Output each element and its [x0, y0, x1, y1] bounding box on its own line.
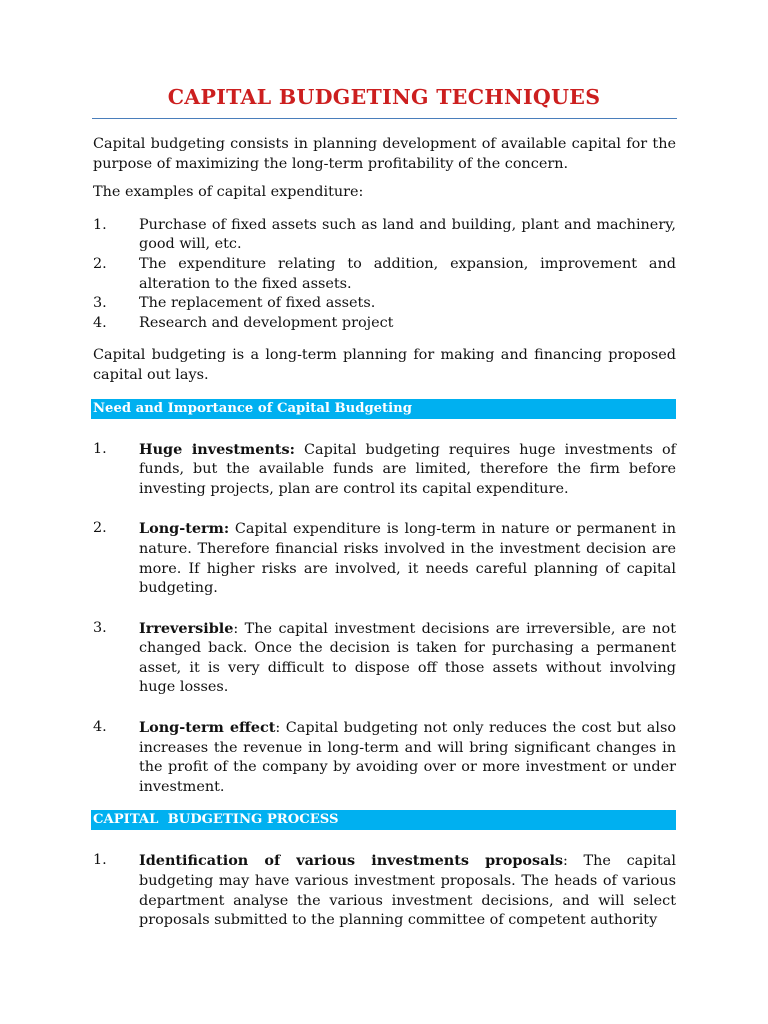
list-item [93, 519, 676, 598]
title-underline [92, 118, 677, 119]
definition-paragraph: Capital budgeting is a long-term planning for making and financing proposed capital out lays. [93, 347, 676, 383]
list-number: 2. [93, 520, 107, 537]
list-item [93, 440, 676, 500]
section-heading-process: CAPITAL BUDGETING PROCESS [91, 810, 676, 830]
examples-list [93, 216, 676, 334]
list-item-text: Capital expenditure is long-term in nature or permanent in nature. Therefore financial risks involved in the investment decision are more. If higher risks are involved, it needs careful planning of capital budgeting. [139, 521, 676, 597]
list-item-text: : Capital budgeting not only reduces the cost but also increases the revenue in long-term and will bring significant changes in the profit of the company by avoiding over or more investment or under investment. [139, 720, 677, 795]
list-number: 3. [93, 619, 107, 636]
process-list [93, 851, 676, 930]
list-number: 1. [93, 852, 107, 869]
list-item-text: Capital budgeting requires huge investments of funds, but the available funds are limited, therefore the firm before investing projects, plan are control its capital expenditure. [139, 441, 676, 497]
list-item [93, 851, 676, 930]
examples-heading: The examples of capital expenditure: [93, 184, 364, 201]
list-item-text: : The capital budgeting may have various investment proposals. The heads of various department analyse the various investment decisions, and will select proposals submitted to the planning committee of competent authority [139, 853, 676, 929]
list-item-text: : The capital investment decisions are irreversible, are not changed back. Once the decision is taken for purchasing a permanent asset, it is very difficult to dispose off those assets without involving huge losses. [139, 620, 676, 696]
list-item [93, 255, 676, 294]
list-item [93, 619, 676, 698]
list-item-term: Irreversible [139, 619, 234, 637]
list-item [93, 294, 676, 314]
list-item-term: Huge investments: [139, 440, 295, 458]
list-item-text: The replacement of fixed assets. [139, 295, 376, 312]
list-item [93, 216, 676, 255]
document-body [93, 135, 676, 931]
section-heading-need-importance: Need and Importance of Capital Budgeting [91, 399, 676, 419]
list-item [93, 718, 676, 797]
list-item-text: Research and development project [139, 314, 394, 331]
importance-list [93, 440, 676, 798]
list-item-term: Identification of various investments proposals [139, 852, 564, 870]
list-number: 3. [93, 295, 107, 312]
list-number: 1. [93, 440, 107, 457]
list-item-text: The expenditure relating to addition, expansion, improvement and alteration to the fixed assets. [139, 255, 676, 292]
list-item-term: Long-term effect [139, 719, 276, 737]
list-item-term: Long-term: [139, 520, 230, 538]
list-number: 4. [93, 314, 107, 331]
list-number: 1. [93, 216, 107, 233]
list-item-text: Purchase of fixed assets such as land and building, plant and machinery, good will, etc. [139, 216, 676, 253]
list-number: 4. [93, 719, 107, 736]
page-title: CAPITAL BUDGETING TECHNIQUES [167, 85, 601, 109]
intro-paragraph: Capital budgeting consists in planning development of available capital for the purpose of maximizing the long-term profitability of the concern. [93, 136, 676, 172]
list-number: 2. [93, 255, 107, 272]
list-item [93, 314, 676, 334]
